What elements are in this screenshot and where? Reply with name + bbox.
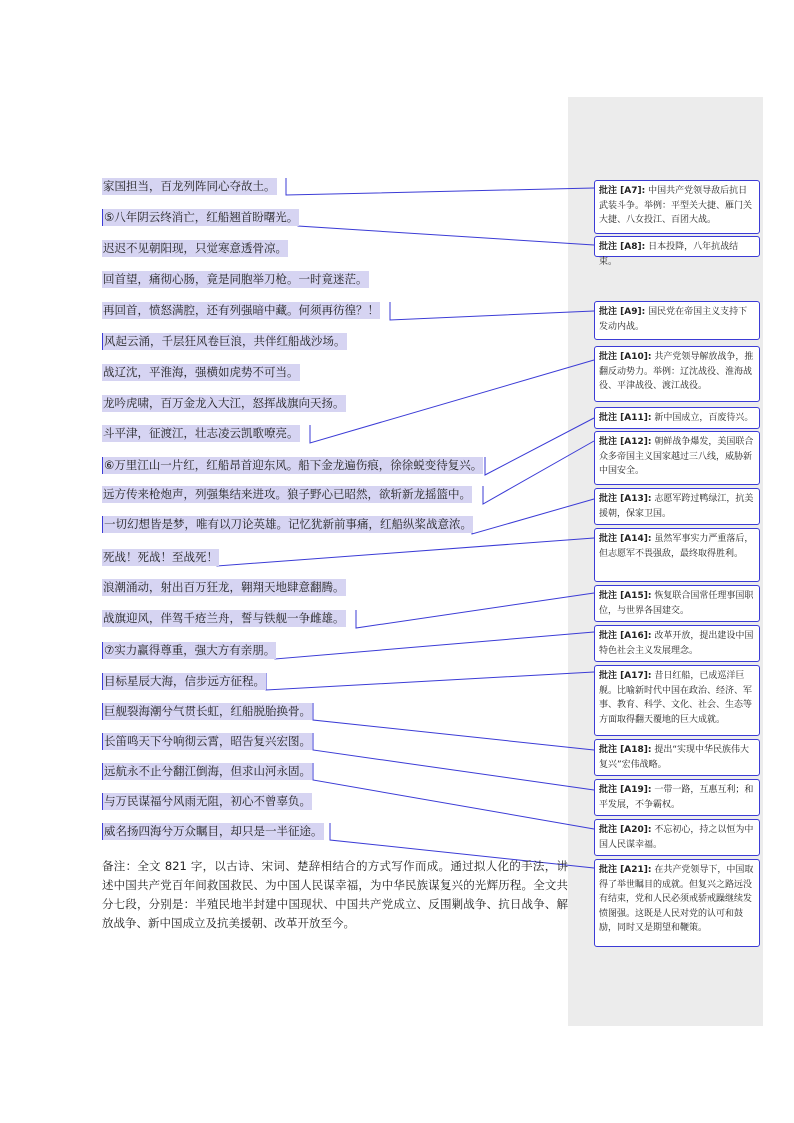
comment-a8-tag: 批注 [A8]: <box>599 242 646 252</box>
comment-a9[interactable] <box>594 301 760 340</box>
text-line-21: 与万民谋福兮风雨无阻，初心不曾辜负。 <box>104 794 311 808</box>
comment-a14-tag: 批注 [A14]: <box>599 534 652 544</box>
comment-a12-tag: 批注 [A12]: <box>599 437 652 447</box>
comment-a20-text: 不忘初心，持之以恒为中国人民谋幸福。 <box>599 825 754 850</box>
text-line-22: 威名扬四海兮万众瞩目，却只是一半征途。 <box>104 824 323 838</box>
comment-a8-text: 日本投降，八年抗战结束。 <box>599 242 739 267</box>
connector-a15 <box>356 593 594 628</box>
comment-a9-tag: 批注 [A9]: <box>599 307 646 317</box>
text-line-18: 巨舰裂海潮兮气贯长虹，红船脱胎换骨。 <box>104 704 311 718</box>
comment-a15-text: 恢复联合国常任理事国职位，与世界各国建交。 <box>599 591 754 616</box>
text-line-15: 战旗迎风，伴驾千疮兰舟，誓与铁舰一争雌雄。 <box>103 611 345 625</box>
comment-a7[interactable] <box>594 180 760 234</box>
text-line-9: 斗平津，征渡江，壮志凌云凯歌嘹亮。 <box>103 426 299 440</box>
text-line-5: 再回首，愤怒满腔，还有列强暗中藏。何须再彷徨？！ <box>103 303 379 317</box>
connector-a7 <box>286 178 594 195</box>
comment-a14-text: 虽然军事实力严重落后，但志愿军不畏强敌，最终取得胜利。 <box>599 534 754 559</box>
comment-a16-text: 改革开放，提出建设中国特色社会主义发展理念。 <box>599 631 754 656</box>
connector-a18 <box>313 703 594 750</box>
text-line-12: 一切幻想皆是梦，唯有以刀论英雄。记忆犹新前事痛，红船纵桨战意浓。 <box>104 517 472 531</box>
text-line-20: 远航永不止兮翻江倒海，但求山河永固。 <box>104 764 311 778</box>
connector-a9 <box>390 302 594 320</box>
text-line-19: 长笛鸣天下兮响彻云霄，昭告复兴宏图。 <box>104 734 311 748</box>
text-line-6: 风起云涌，千层狂风卷巨浪，共伴红船战沙场。 <box>104 334 346 348</box>
text-line-2: ⑤八年阴云终消亡，红船翘首盼曙光。 <box>104 210 299 224</box>
comment-a17-tag: 批注 [A17]: <box>599 671 652 681</box>
connector-a17 <box>266 672 594 690</box>
text-line-8: 龙吟虎啸，百万金龙入大江，怒挥战旗向天扬。 <box>103 396 345 410</box>
comment-a21[interactable] <box>594 859 760 947</box>
connector-a19 <box>313 733 594 790</box>
comment-a20-tag: 批注 [A20]: <box>599 825 652 835</box>
text-line-4: 回首望，痛彻心肠，竟是同胞举刀枪。一时竟迷茫。 <box>103 272 368 286</box>
document-note: 备注：全文 821 字，以古诗、宋词、楚辞相结合的方式写作而成。通过拟人化的手法，讲述中国共产党百年间救国救民、为中国人民谋幸福，为中华民族谋复兴的光辉历程。全文共分七段，分别是：半殖民地半封建中国现状、中国共产党成立、反围剿战争、抗日战争、解放战争、新中国成立及抗美援朝、改革开放至今。 <box>102 859 568 930</box>
comment-a11[interactable] <box>594 407 760 429</box>
comment-a14[interactable] <box>594 528 760 582</box>
text-line-14: 浪潮涌动，射出百万狂龙，翱翔天地肆意翻腾。 <box>103 580 345 594</box>
comment-a15[interactable] <box>594 585 760 622</box>
comment-a17[interactable] <box>594 665 760 736</box>
comment-a8[interactable] <box>594 236 760 267</box>
text-line-7: 战辽沈，平淮海，强横如虎势不可当。 <box>103 365 299 379</box>
comment-a18-tag: 批注 [A18]: <box>599 745 652 755</box>
comment-a18[interactable] <box>594 739 760 776</box>
comment-a9-text: 国民党在帝国主义支持下发动内战。 <box>599 307 748 332</box>
comment-a19-tag: 批注 [A19]: <box>599 785 652 795</box>
comment-a19[interactable] <box>594 779 760 816</box>
comment-a19-text: 一带一路，互惠互利；和平发展，不争霸权。 <box>599 785 754 810</box>
comment-a20[interactable] <box>594 819 760 856</box>
comment-a18-text: 提出“实现中华民族伟大复兴”宏伟战略。 <box>599 745 749 770</box>
comment-a13-tag: 批注 [A13]: <box>599 494 652 504</box>
connector-a10 <box>310 360 594 443</box>
comment-a21-tag: 批注 [A21]: <box>599 865 652 875</box>
text-line-3: 迟迟不见朝阳现，只觉寒意透骨凉。 <box>103 241 287 255</box>
text-line-1: 家国担当，百龙列阵同心夺故土。 <box>103 179 276 193</box>
text-line-16: ⑦实力赢得尊重，强大方有亲朋。 <box>104 643 276 657</box>
comment-a13-text: 志愿军跨过鸭绿江，抗美援朝，保家卫国。 <box>599 494 754 519</box>
text-line-11: 远方传来枪炮声，列强集结来进攻。狼子野心已昭然，欲斩新龙摇篮中。 <box>103 487 471 501</box>
comment-a16[interactable] <box>594 625 760 662</box>
comment-a15-tag: 批注 [A15]: <box>599 591 652 601</box>
comment-a10[interactable] <box>594 346 760 402</box>
comment-a12[interactable] <box>594 431 760 485</box>
comment-a10-text: 共产党领导解放战争，推翻反动势力。举例：辽沈战役、淮海战役、平津战役、渡江战役。 <box>599 352 754 391</box>
connector-a14 <box>217 538 594 566</box>
comment-a17-text: 昔日红船，已成巡洋巨舰。比喻新时代中国在政治、经济、军事、教育、科学、文化、社会、生态等方面取得翻天覆地的巨大成就。 <box>599 671 753 725</box>
connector-a20 <box>313 763 594 829</box>
text-line-10: ⑥万里江山一片红，红船昂首迎东风。船下金龙遍伤痕，徐徐蜕变待复兴。 <box>104 458 483 472</box>
comment-a10-tag: 批注 [A10]: <box>599 352 652 362</box>
comment-a12-text: 朝鲜战争爆发，美国联合众多帝国主义国家越过三八线，威胁新中国安全。 <box>599 437 754 476</box>
comment-a16-tag: 批注 [A16]: <box>599 631 652 641</box>
text-line-13: 死战！死战！至战死！ <box>103 550 218 564</box>
connector-a16 <box>275 632 594 659</box>
comment-a7-tag: 批注 [A7]: <box>599 186 646 196</box>
comment-a11-text: 新中国成立，百废待兴。 <box>654 413 754 423</box>
comment-a7-text: 中国共产党领导敌后抗日武装斗争。举例：平型关大捷、雁门关大捷、八女投江、百团大战。 <box>599 186 753 225</box>
connector-a8 <box>298 209 594 245</box>
comment-a11-tag: 批注 [A11]: <box>599 413 652 423</box>
comment-a13[interactable] <box>594 488 760 525</box>
comment-a21-text: 在共产党领导下，中国取得了举世瞩目的成就。但复兴之路远没有结束，党和人民必须戒骄戒躁继续发愤图强。这既是人民对党的认可和鼓励，同时又是期望和鞭策。 <box>599 865 754 933</box>
text-line-17: 目标星辰大海，信步远方征程。 <box>104 674 265 688</box>
